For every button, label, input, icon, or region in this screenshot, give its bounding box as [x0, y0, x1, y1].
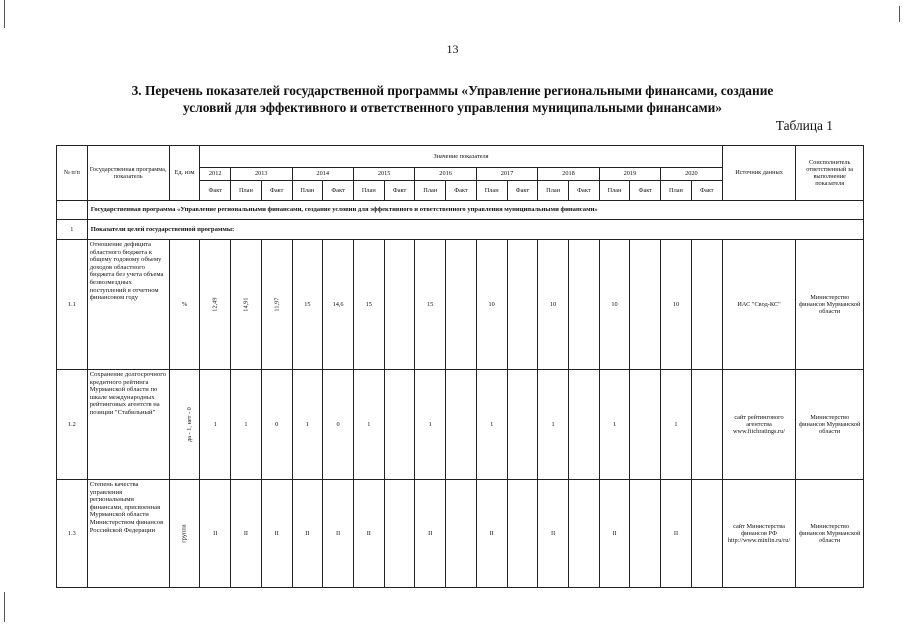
value-cell: II: [353, 480, 384, 588]
value-cell: 15: [415, 240, 446, 370]
row-num: 1.2: [57, 370, 88, 480]
year-2017: 2017: [476, 168, 537, 181]
value-cell: [630, 370, 661, 480]
document-title: [40, 82, 865, 116]
value-cell: 1: [538, 370, 569, 480]
row-responsible: Министерство финансов Мурманской области: [796, 240, 864, 370]
value-cell: II: [599, 480, 630, 588]
value-cell: 0: [323, 370, 354, 480]
value-cell: II: [415, 480, 446, 588]
value-cell: [446, 370, 477, 480]
year-2020: 2020: [661, 168, 723, 181]
value-cell: 1: [599, 370, 630, 480]
sub-header: Факт: [691, 181, 722, 201]
sub-header: План: [538, 181, 569, 201]
value-cell: 0: [261, 370, 292, 480]
value-cell: 1: [292, 370, 323, 480]
row-unit: да - 1, нет - 0: [185, 407, 193, 442]
sub-header: Факт: [568, 181, 599, 201]
row-source: ИАС "Свод-КС": [722, 240, 796, 370]
row-responsible: Министерство финансов Мурманской области: [796, 480, 864, 588]
year-2013: 2013: [231, 168, 292, 181]
value-cell: II: [476, 480, 507, 588]
value-cell: II: [292, 480, 323, 588]
row-name: Отношение дефицита областного бюджета к общему годовому объему доходов областного бюджета без учета объема безвозмездных поступлений в отчетном финансовом году: [87, 240, 169, 370]
sub-header: План: [353, 181, 384, 201]
value-cell: [691, 480, 722, 588]
scan-edge-right: [899, 6, 900, 22]
table-row: [57, 240, 864, 370]
value-cell: 10: [538, 240, 569, 370]
value-cell: [507, 480, 538, 588]
value-cell: [446, 480, 477, 588]
value-cell: 14,6: [323, 240, 354, 370]
sub-header: Факт: [446, 181, 477, 201]
row-source: сайт рейтингового агентства www.fitchratings.ru/: [722, 370, 796, 480]
value-cell: [507, 240, 538, 370]
sub-header: Факт: [630, 181, 661, 201]
value-cell: [630, 240, 661, 370]
header-responsible: Соисполнитель ответственный за выполнение показателя: [796, 146, 864, 201]
sub-header: Факт: [384, 181, 415, 201]
sub-header: План: [599, 181, 630, 201]
sub-header: План: [415, 181, 446, 201]
value-cell: [507, 370, 538, 480]
sub-header: Факт: [323, 181, 354, 201]
value-cell: II: [261, 480, 292, 588]
sub-header: Факт: [200, 181, 231, 201]
value-cell: 1: [231, 370, 262, 480]
table-row: [57, 370, 864, 480]
value-cell: [691, 370, 722, 480]
value-cell: II: [661, 480, 692, 588]
value-cell: [568, 240, 599, 370]
value-cell: 15: [292, 240, 323, 370]
year-2019: 2019: [599, 168, 660, 181]
title-line-2: условий для эффективного и ответственного управления муниципальными финансами»: [183, 100, 722, 115]
sub-header: Факт: [261, 181, 292, 201]
value-cell: [691, 240, 722, 370]
year-2015: 2015: [353, 168, 414, 181]
value-cell: 14,91: [242, 297, 250, 312]
goal-num: 1: [57, 220, 88, 240]
value-cell: 10: [476, 240, 507, 370]
sub-header: Факт: [507, 181, 538, 201]
value-cell: 1: [661, 370, 692, 480]
year-2016: 2016: [415, 168, 476, 181]
value-cell: [630, 480, 661, 588]
value-cell: 1: [415, 370, 446, 480]
row-responsible: Министерство финансов Мурманской области: [796, 370, 864, 480]
value-cell: 10: [661, 240, 692, 370]
goal-row: Показатели целей государственной программы:: [87, 220, 863, 240]
row-name: Сохранение долгосрочного кредитного рейтинга Мурманской области по шкале международных рейтинговых агентств на позиции "Стабильный": [87, 370, 169, 480]
header-values: Значение показателя: [200, 146, 722, 168]
value-cell: [384, 480, 415, 588]
value-cell: 1: [353, 370, 384, 480]
header-num: № п/п: [57, 146, 88, 201]
row-num: 1.1: [57, 240, 88, 370]
value-cell: 15: [353, 240, 384, 370]
year-2012: 2012: [200, 168, 231, 181]
value-cell: 1: [200, 370, 231, 480]
value-cell: II: [538, 480, 569, 588]
header-program: Государственная программа, показатель: [87, 146, 169, 201]
value-cell: [568, 480, 599, 588]
value-cell: II: [231, 480, 262, 588]
row-unit: группа: [180, 524, 188, 543]
row-source: сайт Министерства финансов РФ http://www.minfin.ru/ru/: [722, 480, 796, 588]
value-cell: 10: [599, 240, 630, 370]
table-row: [57, 480, 864, 588]
value-cell: 1: [476, 370, 507, 480]
sub-header: План: [476, 181, 507, 201]
value-cell: 11,97: [273, 297, 281, 312]
value-cell: [446, 240, 477, 370]
scan-edge-left-lower: [4, 592, 5, 622]
program-row: Государственная программа «Управление региональными финансами, создание условии для эффективного и ответственного управления муниципальными финансами»: [87, 201, 863, 220]
year-2018: 2018: [538, 168, 599, 181]
sub-header: План: [661, 181, 692, 201]
header-unit: Ед. изм: [169, 146, 200, 201]
row-name: Степень качества управления региональными финансами, присвоенная Мурманской области Министерством финансов Российской Федерации: [87, 480, 169, 588]
row-unit: %: [169, 240, 200, 370]
value-cell: 12,49: [211, 297, 219, 312]
sub-header: План: [292, 181, 323, 201]
indicators-table-grid: [56, 145, 864, 588]
sub-header: План: [231, 181, 262, 201]
page-number: 13: [446, 42, 459, 56]
title-line-1: 3. Перечень показателей государственной программы «Управление региональными финансами, создание: [131, 83, 774, 98]
table-label: Таблица 1: [775, 118, 833, 133]
value-cell: II: [200, 480, 231, 588]
value-cell: [568, 370, 599, 480]
header-source: Источник данных: [722, 146, 796, 201]
year-2014: 2014: [292, 168, 353, 181]
row-num: 1.3: [57, 480, 88, 588]
value-cell: [384, 240, 415, 370]
value-cell: [384, 370, 415, 480]
scan-edge-left: [4, 0, 5, 28]
value-cell: II: [323, 480, 354, 588]
